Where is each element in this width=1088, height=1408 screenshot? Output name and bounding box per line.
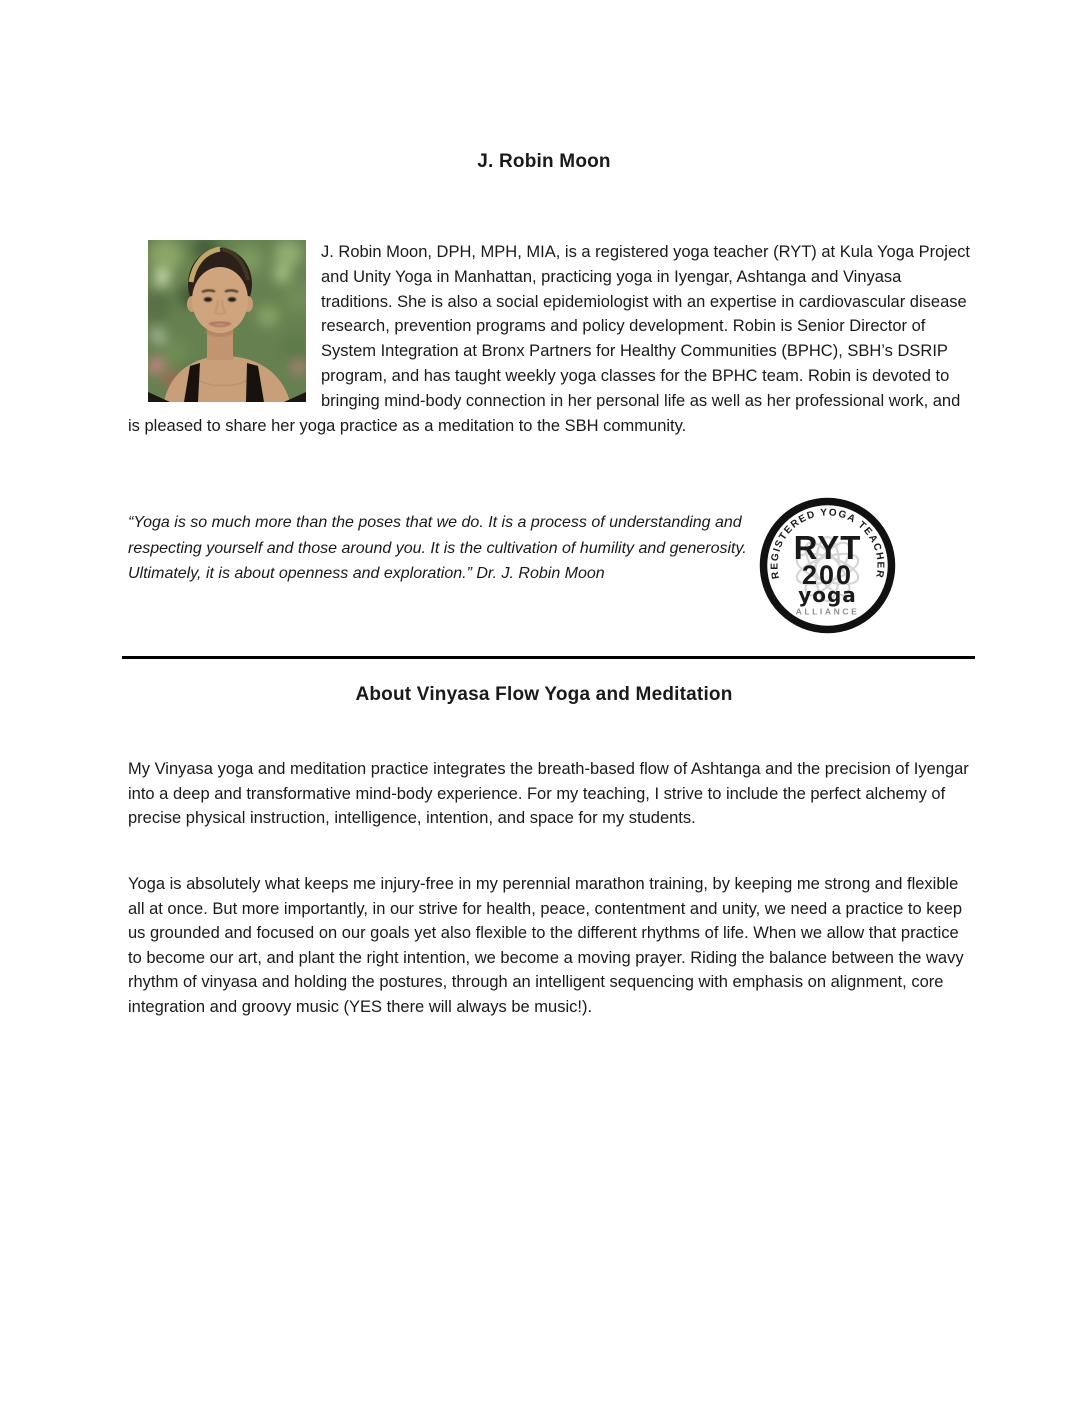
quote-paragraph: “Yoga is so much more than the poses that we do. It is a process of understanding and respecting yourself and those around you. It is the cultivation of humility and generosity. Ultimately, it is about openness and exploration.” Dr. J. Robin Moon [128,514,747,582]
badge-arc-text: REGISTERED YOGA TEACHER [769,507,886,580]
portrait-photo [148,240,306,402]
bio-paragraph: J. Robin Moon, DPH, MPH, MIA, is a registered yoga teacher (RYT) at Kula Yoga Project and Unity Yoga in Manhattan, practicing yoga in Iyengar, Ashtanga and Vinyasa traditions. She is also a social epidemiologist with an expertise in cardiovascular disease research, prevention programs and policy development. Robin is Senior Director of System Integration at Bronx Partners for Healthy Communities (BPHC), SBH’s DSRIP program, and has taught weekly yoga classes for the BPHC team. Robin is devoted to bringing mind-body connection in her personal life as well as her professional work, and is pleased to share her yoga practice as a meditation to the SBH community. [128,243,970,435]
ryt-200-badge [757,495,898,636]
about-paragraph-2: Yoga is absolutely what keeps me injury-free in my perennial marathon training, by keeping me strong and flexible all at once. But more importantly, in our strive for health, peace, contentment and unity, we need a practice to keep us grounded and focused on our goals yet also flexible to the different rhythms of life. When we allow that practice to become our art, and plant the right intention, we become a moving prayer. Riding the balance between the wavy rhythm of vinyasa and holding the postures, through an intelligent sequencing with emphasis on alignment, core integration and groovy music (YES there will always be music!). [128,875,964,1016]
section-divider [122,656,975,659]
section-heading: About Vinyasa Flow Yoga and Meditation [355,684,733,705]
badge-yoga-text: yoga [798,583,857,607]
badge-200-text: 200 [801,560,854,590]
bio-section [128,240,973,438]
about-paragraph-1: My Vinyasa yoga and meditation practice integrates the breath-based flow of Ashtanga and the precision of Iyengar into a deep and transformative mind-body experience. For my teaching, I strive to include the perfect alchemy of precise physical instruction, intelligence, intention, and space for my students. [128,760,969,827]
badge-alliance-text: ALLIANCE [795,606,860,617]
page-title: J. Robin Moon [477,151,611,172]
badge-ryt-text: RYT [793,529,862,566]
